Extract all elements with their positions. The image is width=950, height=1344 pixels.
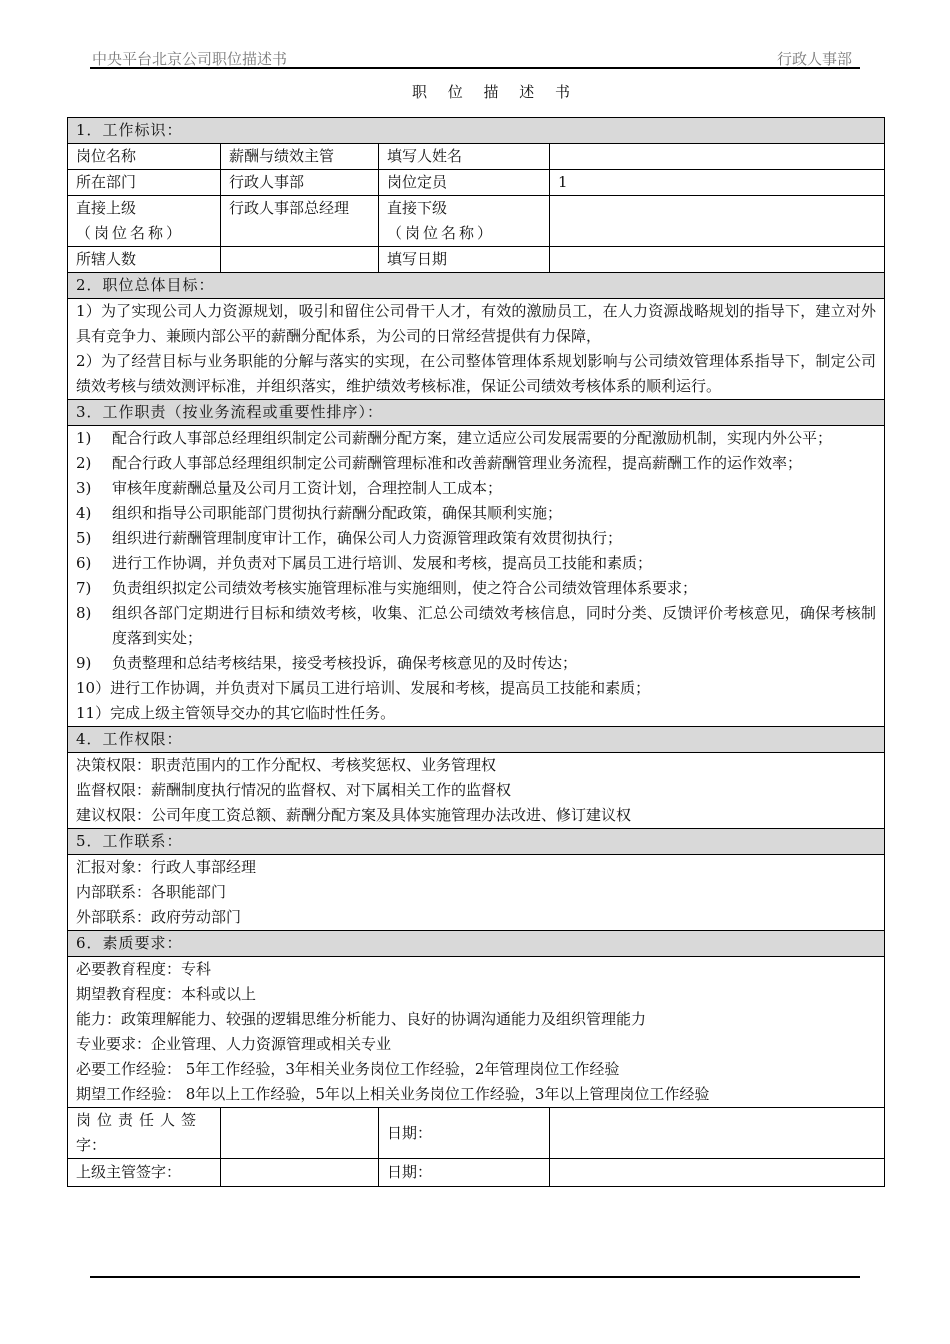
headcount-value[interactable]: 1 (550, 170, 885, 196)
supervisor-signature-label: 上级主管签字： (68, 1159, 221, 1187)
duty-item (76, 451, 876, 476)
duty-number: 8) (76, 604, 92, 622)
section-4-heading: 4．工作权限： (68, 727, 885, 753)
header-company-title: 中央平台北京公司职位描述书 (92, 50, 288, 68)
post-owner-signature-field[interactable] (221, 1108, 379, 1159)
subordinate-value[interactable] (550, 196, 885, 247)
duty-item (76, 526, 876, 551)
section-3-heading: 3．工作职责（按业务流程或重要性排序）： (68, 400, 885, 426)
authority-suggestion: 建议权限：公司年度工资总额、薪酬分配方案及具体实施管理办法改进、修订建议权 (76, 806, 632, 824)
superior-label-line-1: 直接上级 (76, 199, 137, 217)
job-description-table (67, 117, 885, 1187)
post-owner-signature-label (68, 1108, 221, 1159)
duty-number: 4) (76, 504, 92, 522)
filler-name-value[interactable] (550, 144, 885, 170)
duty-text: 进行工作协调，并负责对下属员工进行培训、发展和考核，提高员工技能和素质； (112, 554, 653, 572)
section-1-heading: 1．工作标识： (68, 118, 885, 144)
post-owner-signature-label-line-2: 字： (76, 1136, 107, 1154)
duty-text: 配合行政人事部总经理组织制定公司薪酬分配方案，建立适应公司发展需要的分配激励机制，实现内外公平； (112, 429, 833, 447)
department-label: 所在部门 (68, 170, 221, 196)
managed-count-label: 所辖人数 (68, 247, 221, 273)
document-title: 职 位 描 述 书 (411, 83, 579, 101)
section-6-heading: 6．素质要求： (68, 931, 885, 957)
fill-date-value[interactable] (550, 247, 885, 273)
contact-report-to: 汇报对象：行政人事部经理 (76, 858, 257, 876)
requirement-ability: 能力：政策理解能力、较强的逻辑思维分析能力、良好的协调沟通能力及组织管理能力 (76, 1010, 647, 1028)
authority-decision: 决策权限：职责范围内的工作分配权、考核奖惩权、业务管理权 (76, 756, 497, 774)
duty-item (76, 426, 876, 451)
superior-label-line-2: （岗位名称） (76, 224, 185, 242)
header-rule (90, 67, 860, 69)
footer-rule (90, 1276, 860, 1278)
section-3-body (68, 426, 885, 727)
section-4-body (68, 753, 885, 829)
subordinate-label (379, 196, 550, 247)
requirement-major: 专业要求：企业管理、人力资源管理或相关专业 (76, 1035, 392, 1053)
post-name-value[interactable]: 薪酬与绩效主管 (221, 144, 379, 170)
authority-supervision: 监督权限：薪酬制度执行情况的监督权、对下属相关工作的监督权 (76, 781, 512, 799)
filler-name-label: 填写人姓名 (379, 144, 550, 170)
superior-value[interactable]: 行政人事部总经理 (221, 196, 379, 247)
duty-item (76, 576, 876, 601)
supervisor-date-field[interactable] (550, 1159, 885, 1187)
subordinate-label-line-1: 直接下级 (387, 199, 448, 217)
contact-internal: 内部联系：各职能部门 (76, 883, 227, 901)
superior-label (68, 196, 221, 247)
subordinate-label-line-2: （岗位名称） (387, 224, 496, 242)
duty-number: 3) (76, 479, 92, 497)
header-department: 行政人事部 (776, 50, 852, 68)
managed-count-value[interactable] (221, 247, 379, 273)
section-5-heading: 5．工作联系： (68, 829, 885, 855)
requirement-education-required: 必要教育程度：专科 (76, 960, 212, 978)
duty-text: 负责组织拟定公司绩效考核实施管理标准与实施细则，使之符合公司绩效管理体系要求； (112, 579, 698, 597)
duty-number: 6) (76, 554, 92, 572)
headcount-label: 岗位定员 (379, 170, 550, 196)
section-5-body (68, 855, 885, 931)
duty-item (76, 601, 876, 651)
duty-item (76, 476, 876, 501)
duty-text: 组织各部门定期进行目标和绩效考核，收集、汇总公司绩效考核信息，同时分类、反馈评价考核意见，确保考核制度落到实处； (112, 604, 877, 647)
duty-text: 配合行政人事部总经理组织制定公司薪酬管理标准和改善薪酬管理业务流程，提高薪酬工作的运作效率； (112, 454, 803, 472)
duty-number: 9) (76, 654, 92, 672)
post-owner-date-field[interactable] (550, 1108, 885, 1159)
section-2-body (68, 299, 885, 400)
requirement-experience-desired: 期望工作经验： 8年以上工作经验，5年以上相关业务岗位工作经验，3年以上管理岗位工作经验 (76, 1085, 710, 1103)
duty-item (76, 501, 876, 526)
supervisor-date-label: 日期： (379, 1159, 550, 1187)
department-value[interactable]: 行政人事部 (221, 170, 379, 196)
section-6-body (68, 957, 885, 1108)
duty-item (76, 651, 876, 676)
duty-item-11: 11）完成上级主管领导交办的其它临时性任务。 (76, 704, 396, 722)
duty-item-10: 10）进行工作协调，并负责对下属员工进行培训、发展和考核，提高员工技能和素质； (76, 679, 651, 697)
section-2-heading: 2．职位总体目标： (68, 273, 885, 299)
duty-number: 7) (76, 579, 92, 597)
post-name-label: 岗位名称 (68, 144, 221, 170)
post-owner-date-label: 日期： (379, 1108, 550, 1159)
requirement-education-desired: 期望教育程度：本科或以上 (76, 985, 257, 1003)
goal-paragraph-1: 1）为了实现公司人力资源规划，吸引和留住公司骨干人才，有效的激励员工，在人力资源战略规划的指导下，建立对外具有竞争力、兼顾内部公平的薪酬分配体系，为公司的日常经营提供有力保障， (76, 302, 877, 345)
duty-text: 组织和指导公司职能部门贯彻执行薪酬分配政策，确保其顺利实施； (112, 504, 563, 522)
requirement-experience-required: 必要工作经验： 5年工作经验，3年相关业务岗位工作经验，2年管理岗位工作经验 (76, 1060, 620, 1078)
duty-text: 负责整理和总结考核结果，接受考核投诉，确保考核意见的及时传达； (112, 654, 578, 672)
duty-number: 1) (76, 429, 92, 447)
fill-date-label: 填写日期 (379, 247, 550, 273)
duty-number: 5) (76, 529, 92, 547)
duty-number: 2) (76, 454, 92, 472)
goal-paragraph-2: 2）为了经营目标与业务职能的分解与落实的实现，在公司整体管理体系规划影响与公司绩效管理体系指导下，制定公司绩效考核与绩效测评标准，并组织落实，维护绩效考核标准，保证公司绩效考核体系的顺利运行。 (76, 352, 877, 395)
contact-external: 外部联系：政府劳动部门 (76, 908, 242, 926)
duty-text: 审核年度薪酬总量及公司月工资计划，合理控制人工成本； (112, 479, 503, 497)
duty-item (76, 551, 876, 576)
post-owner-signature-label-line-1: 岗位责任人签 (76, 1111, 203, 1129)
supervisor-signature-field[interactable] (221, 1159, 379, 1187)
duty-text: 组织进行薪酬管理制度审计工作，确保公司人力资源管理政策有效贯彻执行； (112, 529, 623, 547)
